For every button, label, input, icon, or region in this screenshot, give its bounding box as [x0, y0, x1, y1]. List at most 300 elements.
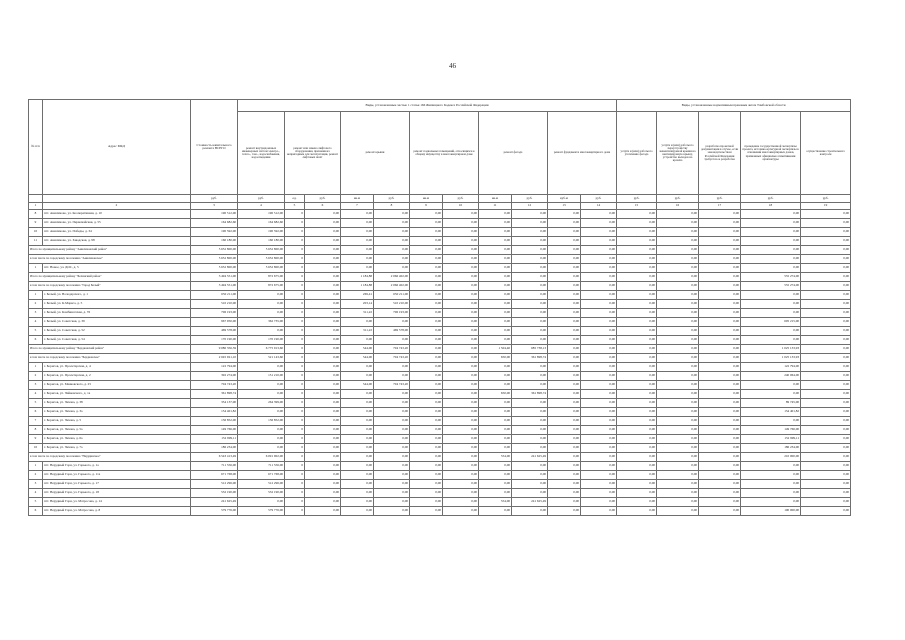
value-cell: 0,00 [374, 408, 410, 417]
value-cell: 0,00 [657, 219, 699, 228]
value-cell: 0,00 [410, 408, 443, 417]
value-cell: 0,00 [801, 273, 851, 282]
header-no: № п/п [29, 100, 43, 195]
value-cell: 0,00 [443, 489, 479, 498]
value-cell: 100 000,00 [741, 507, 801, 516]
value-cell: 0,00 [238, 426, 285, 435]
value-cell: 544,00 [341, 354, 374, 363]
value-cell: 0,00 [512, 435, 548, 444]
value-cell: 0,00 [581, 327, 617, 336]
unit-cell: руб. [443, 195, 479, 203]
value-cell: 0,00 [581, 363, 617, 372]
header-total: Стоимость капитального ремонта ВСЕГО [191, 100, 238, 195]
row-number: 9 [29, 219, 43, 228]
value-cell: 0,00 [374, 471, 410, 480]
value-cell: 0,00 [801, 327, 851, 336]
value-cell: 0,00 [479, 435, 512, 444]
value-cell: 0,00 [479, 219, 512, 228]
row-number: 8 [29, 210, 43, 219]
value-cell: 0,00 [801, 264, 851, 273]
value-cell: 0,00 [410, 435, 443, 444]
value-cell: 0,00 [410, 489, 443, 498]
row-address: г. Борисов, ул. Чехова, д. 6а [43, 435, 191, 444]
value-cell: 0,00 [410, 282, 443, 291]
column-number: 13 [548, 202, 581, 210]
value-cell: 706 193,00 [191, 309, 238, 318]
value-cell: 0,00 [699, 399, 741, 408]
value-cell: 0,00 [512, 462, 548, 471]
value-cell: 0,00 [657, 264, 699, 273]
unit-cell: руб. [581, 195, 617, 203]
value-cell: 0,00 [548, 300, 581, 309]
row-number: 6 [29, 507, 43, 516]
unit-cell: руб. [801, 195, 851, 203]
value-cell: 210 000,00 [741, 453, 801, 462]
value-cell: 0,00 [410, 318, 443, 327]
value-cell: 0,00 [699, 417, 741, 426]
value-cell: 0,00 [512, 282, 548, 291]
value-cell: 0,00 [305, 228, 341, 237]
value-cell: 0,00 [657, 282, 699, 291]
value-cell: 0,00 [657, 498, 699, 507]
value-cell: 0,00 [479, 255, 512, 264]
value-cell: 650 211,00 [191, 291, 238, 300]
value-cell: 0,00 [512, 336, 548, 345]
value-cell: 0,00 [699, 381, 741, 390]
value-cell: 0,00 [548, 354, 581, 363]
value-cell: 0 [285, 426, 305, 435]
value-cell: 0 [285, 453, 305, 462]
value-cell: 0,00 [512, 228, 548, 237]
table-row [29, 318, 851, 327]
value-cell: 0,00 [305, 282, 341, 291]
value-cell: 0,00 [238, 381, 285, 390]
value-cell: 0,00 [581, 273, 617, 282]
value-cell: 0,00 [305, 237, 341, 246]
value-cell: 0,00 [581, 498, 617, 507]
value-cell: 0,00 [548, 372, 581, 381]
value-cell: 160 180,00 [191, 237, 238, 246]
value-cell: 0,00 [617, 453, 657, 462]
value-cell: 0,00 [548, 489, 581, 498]
value-cell: 0,00 [512, 291, 548, 300]
value-cell: 0,00 [512, 480, 548, 489]
value-cell: 0,00 [410, 336, 443, 345]
value-cell: 671 768,00 [238, 471, 285, 480]
subtotal-row [29, 453, 851, 462]
value-cell: 0,00 [305, 453, 341, 462]
value-cell: 0,00 [699, 300, 741, 309]
value-cell: 0,00 [410, 480, 443, 489]
value-cell: 0,00 [443, 480, 479, 489]
value-cell: 0,00 [741, 255, 801, 264]
row-address: пгт. Анисимово, ул. Первомайская, д. 55 [43, 219, 191, 228]
value-cell: 0,00 [410, 300, 443, 309]
value-cell: 0,00 [581, 399, 617, 408]
value-cell: 0,00 [617, 210, 657, 219]
value-cell: 2 045 921,10 [191, 354, 238, 363]
value-cell: 0,00 [479, 246, 512, 255]
value-cell: 0,00 [617, 489, 657, 498]
table-row [29, 462, 851, 471]
table-row [29, 381, 851, 390]
value-cell: 0 [285, 237, 305, 246]
value-cell: 0,00 [410, 372, 443, 381]
value-cell: 0,00 [699, 372, 741, 381]
value-cell: 0,00 [657, 381, 699, 390]
value-cell: 0,00 [548, 435, 581, 444]
value-cell: 0,00 [699, 453, 741, 462]
value-cell: 0,00 [581, 318, 617, 327]
value-cell: 0 [285, 354, 305, 363]
value-cell: 0,00 [801, 399, 851, 408]
table-row [29, 219, 851, 228]
value-cell: 0,00 [341, 228, 374, 237]
table-row [29, 480, 851, 489]
value-cell: 0,00 [581, 237, 617, 246]
value-cell: 0,00 [305, 309, 341, 318]
value-cell: 0,00 [410, 444, 443, 453]
unit-cell: руб. [305, 195, 341, 203]
value-cell: 0,00 [443, 435, 479, 444]
row-number: 7 [29, 417, 43, 426]
value-cell: 0,00 [341, 399, 374, 408]
value-cell: 0,00 [305, 408, 341, 417]
header-group-federal: Виды, установленные частью 1 статьи 166 Жилищного Кодекса Российской Федерации [238, 100, 617, 112]
row-number: 1 [29, 462, 43, 471]
value-cell: 0,00 [443, 237, 479, 246]
value-cell: 0,00 [617, 408, 657, 417]
header-work-roof-conversion: услуги и (или) работы по переустройству невентилируемой крыши на вентилируемую крышу, устройство выходов на кровлю [657, 112, 699, 195]
table-row [29, 210, 851, 219]
value-cell: 0,00 [443, 291, 479, 300]
value-cell: 0,00 [238, 444, 285, 453]
value-cell: 0,00 [374, 462, 410, 471]
value-cell: 0,00 [699, 480, 741, 489]
value-cell: 311,22 [341, 327, 374, 336]
value-cell: 0,00 [479, 210, 512, 219]
value-cell: 0,00 [657, 363, 699, 372]
value-cell: 0,00 [341, 237, 374, 246]
value-cell: 0,00 [410, 264, 443, 273]
value-cell: 605 215,00 [741, 318, 801, 327]
value-cell: 0,00 [305, 372, 341, 381]
value-cell: 0,00 [801, 381, 851, 390]
header-row-units [29, 195, 851, 203]
value-cell: 0,00 [479, 399, 512, 408]
value-cell: 0,00 [341, 435, 374, 444]
value-cell: 0,00 [512, 363, 548, 372]
value-cell: 0,00 [479, 300, 512, 309]
value-cell: 0,00 [581, 345, 617, 354]
row-number: 5 [29, 399, 43, 408]
value-cell: 0 [285, 255, 305, 264]
value-cell: 0 [285, 507, 305, 516]
value-cell: 0,00 [548, 462, 581, 471]
table-row [29, 237, 851, 246]
value-cell: 0,00 [512, 507, 548, 516]
value-cell: 0,00 [410, 309, 443, 318]
value-cell: 0,00 [305, 399, 341, 408]
subtotal-label: Итого по муниципальному району "Бердюжский район" [29, 345, 191, 354]
value-cell: 0,00 [581, 210, 617, 219]
row-address: пгт. Нерудный Горн, ул. Матросова, д. 14 [43, 498, 191, 507]
row-number: 2 [29, 300, 43, 309]
row-number: 2 [29, 372, 43, 381]
value-cell: 0,00 [741, 291, 801, 300]
value-cell: 0,00 [410, 498, 443, 507]
value-cell: 149 766,00 [741, 426, 801, 435]
value-cell: 0,00 [305, 498, 341, 507]
value-cell: 0,00 [548, 210, 581, 219]
value-cell: 512 296,00 [238, 480, 285, 489]
value-cell: 0,00 [374, 453, 410, 462]
value-cell: 269,41 [341, 291, 374, 300]
value-cell: 671 768,00 [191, 471, 238, 480]
unit-cell: ед. [285, 195, 305, 203]
value-cell: 0,00 [699, 435, 741, 444]
value-cell: 0,00 [374, 507, 410, 516]
value-cell: 0,00 [548, 318, 581, 327]
unit-cell: руб. [741, 195, 801, 203]
value-cell: 0,00 [801, 363, 851, 372]
value-cell: 0,00 [617, 381, 657, 390]
value-cell: 0,00 [443, 444, 479, 453]
value-cell: 0,00 [410, 462, 443, 471]
value-cell: 0 [285, 228, 305, 237]
value-cell: 0,00 [699, 390, 741, 399]
value-cell: 0,00 [479, 417, 512, 426]
row-number: 4 [29, 489, 43, 498]
value-cell: 0,00 [741, 498, 801, 507]
value-cell: 0,00 [617, 255, 657, 264]
unit-cell: руб. [238, 195, 285, 203]
value-cell: 0,00 [657, 228, 699, 237]
value-cell: 0,00 [699, 363, 741, 372]
value-cell: 0,00 [443, 462, 479, 471]
value-cell: 0,00 [410, 354, 443, 363]
value-cell: 0,00 [374, 426, 410, 435]
row-address: пгт. Нерудный Горн, ул. Горького, д. 17 [43, 480, 191, 489]
value-cell: 0,00 [801, 228, 851, 237]
value-cell: 0,00 [801, 246, 851, 255]
value-cell: 0,00 [479, 363, 512, 372]
value-cell: 555 274,00 [741, 282, 801, 291]
row-number: 1 [29, 264, 43, 273]
value-cell: 0,00 [617, 264, 657, 273]
value-cell: 0,00 [741, 381, 801, 390]
subtotal-label: в том числе по городскому поселению "Нерудинское" [29, 453, 191, 462]
subtotal-row [29, 282, 851, 291]
value-cell: 510 210,00 [191, 300, 238, 309]
value-cell: 0,00 [443, 273, 479, 282]
value-cell: 0,00 [410, 426, 443, 435]
subtotal-label: в том числе по городскому поселению "Бердюжское" [29, 354, 191, 363]
value-cell: 0,00 [657, 372, 699, 381]
value-cell: 0,00 [657, 399, 699, 408]
value-cell: 0,00 [305, 345, 341, 354]
row-address: г. Борисов, ул. Чайковского, д. 1а [43, 390, 191, 399]
value-cell: 0,00 [801, 444, 851, 453]
value-cell: 3 494 551,00 [191, 282, 238, 291]
value-cell: 311,22 [341, 309, 374, 318]
value-cell: 0,00 [699, 318, 741, 327]
row-address: пгт. Анисимово, ул. Заводская, д. 98 [43, 237, 191, 246]
value-cell: 0 [285, 336, 305, 345]
value-cell: 0,00 [341, 390, 374, 399]
value-cell: 361 898,74 [191, 390, 238, 399]
value-cell: 0 [285, 480, 305, 489]
value-cell: 0,00 [548, 345, 581, 354]
value-cell: 0,00 [741, 246, 801, 255]
value-cell: 0,00 [305, 489, 341, 498]
value-cell: 0,00 [341, 363, 374, 372]
value-cell: 0 [285, 363, 305, 372]
header-work-basement: ремонт подвальных помещений, относящихся к общему имуществу в многоквартирном доме [410, 112, 479, 195]
value-cell: 0,00 [801, 210, 851, 219]
value-cell: 0,00 [238, 435, 285, 444]
value-cell: 0,00 [479, 372, 512, 381]
row-address: г. Борисов, ул. Чехова, д. 5 [43, 417, 191, 426]
value-cell: 0,00 [512, 237, 548, 246]
subtotal-label: в том числе по городскому поселению "Город Белый" [29, 282, 191, 291]
value-cell: 0,00 [410, 471, 443, 480]
value-cell: 0,00 [801, 354, 851, 363]
value-cell: 0,00 [305, 273, 341, 282]
value-cell: 0 [285, 462, 305, 471]
value-cell: 0,00 [305, 480, 341, 489]
header-row-groups [29, 100, 851, 112]
header-work-expertise: проведение государственной экспертизы проекта, историко-культурной экспертизы в отношении многоквартирных домов, признанных официально памятниками архитектуры [741, 112, 801, 195]
column-number: 18 [741, 202, 801, 210]
value-cell: 0 [285, 435, 305, 444]
header-work-engineering: ремонт внутридомовых инженерных систем электро-, тепло-, газо-, водоснабжения, водоотведения [238, 112, 285, 195]
table-row [29, 336, 851, 345]
value-cell: 0,00 [443, 372, 479, 381]
value-cell: 0,00 [305, 390, 341, 399]
value-cell: 0 [285, 471, 305, 480]
value-cell: 0,00 [443, 318, 479, 327]
value-cell: 0,00 [581, 300, 617, 309]
value-cell: 0,00 [657, 471, 699, 480]
value-cell: 0,00 [548, 507, 581, 516]
value-cell: 0,00 [479, 228, 512, 237]
value-cell: 392 274,00 [191, 372, 238, 381]
value-cell: 510 210,00 [374, 300, 410, 309]
value-cell: 0,00 [443, 210, 479, 219]
value-cell: 0,00 [238, 327, 285, 336]
subtotal-label: Итого по муниципальному району "Белинский район" [29, 273, 191, 282]
value-cell: 0,00 [581, 309, 617, 318]
value-cell: 0,00 [479, 408, 512, 417]
value-cell: 0,00 [617, 246, 657, 255]
row-address: г. Белый, ул. Комбинатская, д. 76 [43, 309, 191, 318]
value-cell: 136 852,00 [191, 417, 238, 426]
value-cell: 0,00 [617, 417, 657, 426]
value-cell: 0,00 [548, 453, 581, 462]
value-cell: 0,00 [548, 363, 581, 372]
value-cell: 0,00 [238, 291, 285, 300]
value-cell: 0,00 [374, 417, 410, 426]
value-cell: 0,00 [443, 453, 479, 462]
value-cell: 0,00 [238, 498, 285, 507]
subtotal-row [29, 246, 851, 255]
value-cell: 521 143,60 [238, 354, 285, 363]
value-cell: 512 296,00 [191, 480, 238, 489]
value-cell: 186 234,00 [741, 444, 801, 453]
value-cell: 0,00 [617, 237, 657, 246]
value-cell: 872 675,00 [238, 273, 285, 282]
value-cell: 0,00 [617, 435, 657, 444]
value-cell: 555 274,00 [741, 273, 801, 282]
value-cell: 0,00 [548, 291, 581, 300]
value-cell: 0,00 [341, 255, 374, 264]
value-cell: 554,00 [479, 453, 512, 462]
value-cell: 0,00 [305, 426, 341, 435]
value-cell: 0,00 [548, 471, 581, 480]
value-cell: 0 [285, 444, 305, 453]
table-row [29, 408, 851, 417]
value-cell: 0,00 [699, 237, 741, 246]
value-cell: 0,00 [548, 327, 581, 336]
value-cell: 0,00 [548, 408, 581, 417]
value-cell: 9 080 356,59 [191, 345, 238, 354]
value-cell: 0 [285, 489, 305, 498]
value-cell: 0,00 [699, 354, 741, 363]
row-number: 5 [29, 327, 43, 336]
value-cell: 0,00 [699, 327, 741, 336]
row-number: 8 [29, 426, 43, 435]
row-address: г. Борисов, ул. Пролетарская, д. 2 [43, 372, 191, 381]
value-cell: 0 [285, 273, 305, 282]
unit-cell: кв.м [479, 195, 512, 203]
capital-repair-table [28, 99, 851, 516]
value-cell: 0,00 [617, 282, 657, 291]
value-cell: 0,00 [374, 255, 410, 264]
value-cell: 0,00 [617, 444, 657, 453]
value-cell: 0 [285, 210, 305, 219]
value-cell: 0,00 [699, 489, 741, 498]
value-cell: 0,00 [617, 345, 657, 354]
value-cell: 152 999,11 [191, 435, 238, 444]
value-cell: 0,00 [479, 336, 512, 345]
value-cell: 0,00 [801, 318, 851, 327]
value-cell: 0,00 [581, 381, 617, 390]
value-cell: 0,00 [548, 237, 581, 246]
row-address: пгт. Нерудный Горн, ул. Матросова, д. 8 [43, 507, 191, 516]
value-cell: 0,00 [374, 264, 410, 273]
value-cell: 0,00 [581, 219, 617, 228]
value-cell: 0 [285, 345, 305, 354]
value-cell: 0,00 [657, 273, 699, 282]
value-cell: 0,00 [657, 426, 699, 435]
value-cell: 0,00 [699, 426, 741, 435]
subtotal-label: в том числе по городскому поселению "Анисимовское" [29, 255, 191, 264]
value-cell: 0,00 [443, 354, 479, 363]
value-cell: 0,00 [699, 507, 741, 516]
row-address: г. Белый, ул. Советская, д. 54 [43, 336, 191, 345]
header-work-roof: ремонт крыши [341, 112, 410, 195]
value-cell: 0,00 [443, 345, 479, 354]
value-cell: 0,00 [374, 363, 410, 372]
value-cell: 0,00 [512, 408, 548, 417]
value-cell: 0,00 [479, 381, 512, 390]
value-cell: 0,00 [443, 507, 479, 516]
value-cell: 0,00 [410, 363, 443, 372]
table-row [29, 489, 851, 498]
value-cell: 0,00 [657, 390, 699, 399]
row-address: г. Борисов, ул. Чехова, д. 3а [43, 408, 191, 417]
